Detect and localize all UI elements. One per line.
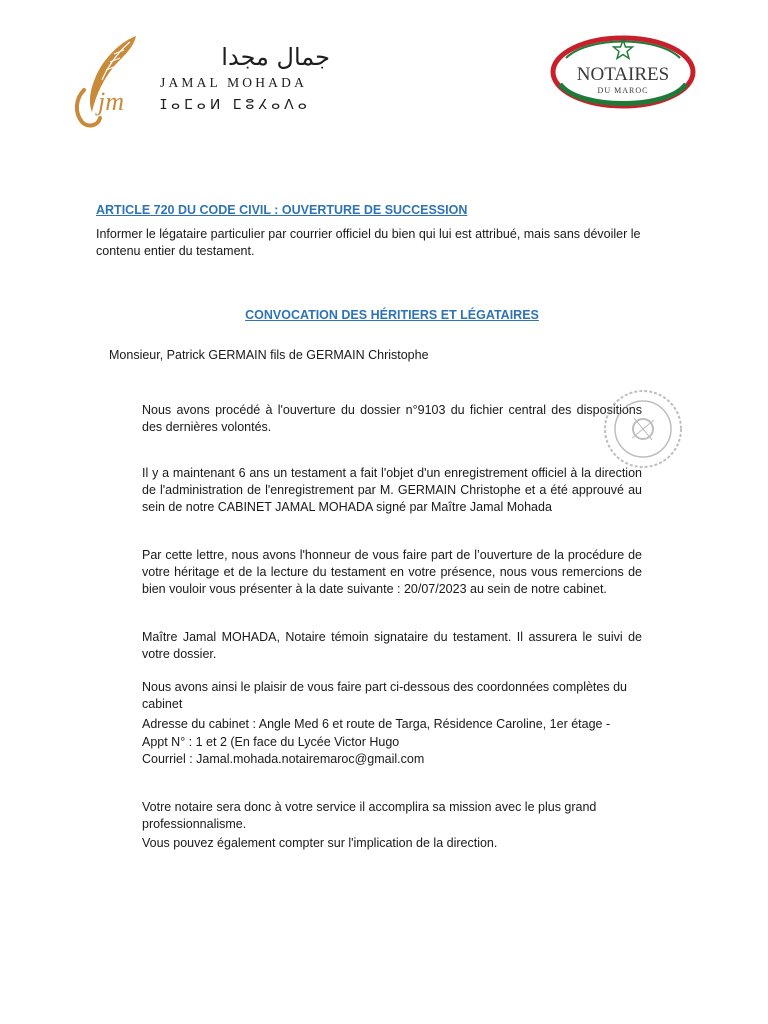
brand-tifinagh: ⵊⴰⵎⴰⵍ ⵎⵓⵃⴰⴷⴰ — [160, 97, 311, 113]
notaires-text: NOTAIRES — [576, 64, 670, 85]
address-line-1: Adresse du cabinet : Angle Med 6 et route de Targa, Résidence Caroline, 1er étage - — [142, 717, 611, 731]
article-heading: ARTICLE 720 DU CODE CIVIL : OUVERTURE DE SUCCESSION — [96, 203, 468, 217]
paragraph-service: Votre notaire sera donc à votre service il accomplira sa mission avec le plus grand professionnalisme. — [142, 800, 597, 831]
email-line: Courriel : Jamal.mohada.notairemaroc@gmail.com — [142, 752, 425, 766]
brand-arabic: جمال مجدا — [221, 43, 330, 71]
paragraph-notaire: Maître Jamal MOHADA, Notaire témoin signataire du testament. Il assurera le suivi de votre dossier. — [142, 630, 642, 661]
du-maroc-text: DU MAROC — [597, 86, 649, 95]
brand-latin: JAMAL MOHADA — [160, 75, 308, 90]
paragraph-direction: Vous pouvez également compter sur l'implication de la direction. — [142, 836, 498, 850]
paragraph-dossier: Nous avons procédé à l'ouverture du dossier n°9103 du fichier central des dispositions des dernières volontés. — [142, 403, 642, 434]
notaires-du-maroc-logo — [548, 32, 698, 112]
paragraph-testament: Il y a maintenant 6 ans un testament a fait l'objet d'un enregistrement officiel à la direction de l'administration de l'enregistrement par M. GERMAIN Christophe et a été approuvé au sein de notre CABINET JAMAL MOHADA signé par Maître Jamal Mohada — [142, 466, 642, 514]
paragraph-coordonnees: Nous avons ainsi le plaisir de vous faire part ci-dessous des coordonnées complètes du cabinet — [142, 680, 627, 711]
monogram-text: jm — [98, 87, 124, 116]
star-icon — [614, 40, 633, 59]
paragraph-convocation: Par cette lettre, nous avons l'honneur de vous faire part de l’ouverture de la procédure de votre héritage et de la lecture du testament en votre présence, nous vous remercions de bien vouloir vous présenter à la date suivante : 20/07/2023 au sein de notre cabinet. — [142, 548, 642, 596]
salutation: Monsieur, Patrick GERMAIN fils de GERMAIN Christophe — [109, 348, 429, 362]
article-body: Informer le légataire particulier par courrier officiel du bien qui lui est attribué, mais sans dévoiler le contenu entier du testament. — [96, 227, 641, 258]
official-stamp-icon — [602, 388, 684, 470]
address-line-2: Appt N° : 1 et 2 (En face du Lycée Victor Hugo — [142, 735, 400, 749]
convocation-heading: CONVOCATION DES HÉRITIERS ET LÉGATAIRES — [245, 308, 539, 322]
quill-logo-icon — [70, 32, 150, 130]
brand-block — [160, 42, 330, 113]
